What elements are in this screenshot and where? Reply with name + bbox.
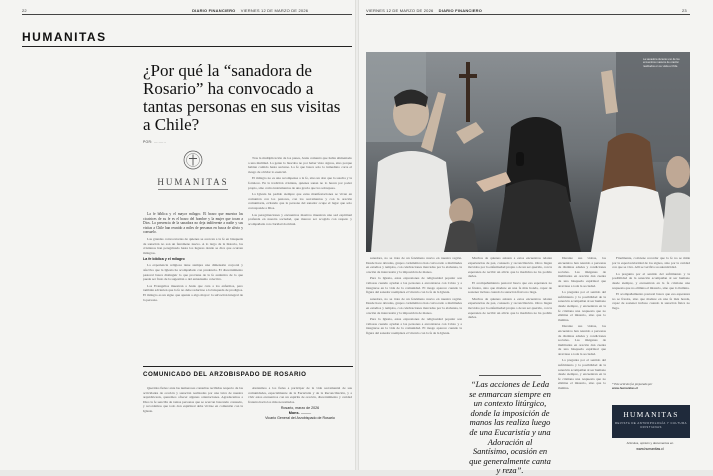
top-rule-right xyxy=(366,14,690,15)
top-rule-left xyxy=(22,14,352,15)
article-paragraph: El milagro no es una recompensa a la fe, sino un don que la suscita y la fortalece. En la tradición cristiana, quienes sanan no lo hacen por poder propio, sino como instrumentos de una gracia que los sobrepasa. xyxy=(248,176,352,190)
article-column-6 xyxy=(612,256,690,378)
page-gutter xyxy=(355,0,359,470)
article-paragraph: Muchos de quienes asisten a estos encuentros relatan experiencias de paz, consuelo y reconciliación. Otros llegan movidos por la enfermedad propia o de un ser querido, con la esperanza de recibir un alivio que la medicina no ha podido darles. xyxy=(468,296,552,320)
article-column-4 xyxy=(468,256,552,372)
logo-wordmark: HUMANITAS xyxy=(157,177,229,187)
folio-right xyxy=(366,8,482,13)
article-paragraph: Durante sus visitas, los encuentros han reunido a personas de distintas edades y condiciones sociales. Las imágenes de multitudes en oración dan cuenta de una búsqueda espiritual que atraviesa a toda la sociedad. xyxy=(558,324,606,356)
article-paragraph: Tras la multiplicación de los panes, Jesús comentó que había alimentado a una multitud. La gente lo buscaba no por haber visto signos, sino porque habían comido hasta saciarse. La fe que busca solo lo inmediato corre el riesgo de olvidar lo esencial. xyxy=(248,156,352,174)
folio-date-right: VIERNES 12 DE MARZO DE 2026 xyxy=(366,8,434,13)
communique-title: COMUNICADO DEL ARZOBISPADO DE ROSARIO xyxy=(143,371,307,378)
folio-left xyxy=(22,8,308,13)
article-paragraph: Las peregrinaciones y encuentros masivos muestran una sed espiritual profunda en nuestra sociedad, que merece ser acogida con respeto y acompañada con claridad doctrinal. xyxy=(248,212,352,226)
article-paragraph: La pregunta por el sentido del sufrimiento y la posibilidad de la sanación acompañan al ser humano desde siempre, y encuentran en la fe cristiana una respuesta que no elimina el misterio, sino que lo ilumina. xyxy=(558,290,606,322)
article-lead: La fe bíblica y el mayor milagro. El brazo que muestra las cicatrices de su fe es el brazo del hombre y la mujer que tocan a Dios. La presencia de la sanadora no deja indiferente a nadie y sus visitas a Chile han reunido a miles de personas en busca de alivio y consuelo. xyxy=(143,212,243,235)
communique-place-date: Rosario, marzo de 2026 xyxy=(280,406,320,411)
headline: ¿Por qué la “sanadora de Rosario” ha convocado a tantas personas en sus visitas a Chile? xyxy=(143,61,341,134)
article-paragraph: sanadora, no se trata de un fenómeno nuevo en nuestra región. Desde hace décadas, grupos carismáticos han convocado a multitudes en estadios y templos, con celebraciones marcadas por la alabanza, la oración de intercesión y la imposición de manos. xyxy=(366,296,462,315)
article-paragraph: El acompañamiento pastoral busca que esa esperanza no se frustre, sino que madure en una fe más honda, capaz de sostener incluso cuando la sanación física no llega. xyxy=(468,280,552,295)
humanitas-seal-icon xyxy=(183,150,203,170)
communique-signature xyxy=(248,406,352,421)
article-paragraph: Las grandes convocatorias de quienes se acercan a la fe en búsqueda de sanación no son un fenómeno nuevo. A lo largo de la historia, los cristianos han peregrinado hasta los lugares donde se dice que ocurren milagros. xyxy=(143,236,243,255)
article-footnote xyxy=(612,382,690,390)
article-paragraph: sanadora, no se trata de un fenómeno nuevo en nuestra región. Desde hace décadas, grupos carismáticos han convocado a multitudes en estadios y templos, con celebraciones marcadas por la alabanza, la oración de intercesión y la imposición de manos. xyxy=(366,256,462,274)
humanitas-ad[interactable] xyxy=(612,405,690,438)
communique-role: Vicario General del Arzobispado de Rosario xyxy=(265,416,335,421)
section-title: HUMANITAS xyxy=(22,30,107,44)
event-photo xyxy=(366,52,690,252)
article-paragraph: Para la Iglesia, estas expresiones de religiosidad popular son valiosas cuando ayudan a las personas a encontrarse con Cristo y a integrarse en la vida de la comunidad. El riesgo aparece cuando la figura del sanador reemplaza el vínculo con la fe de la Iglesia. xyxy=(366,276,462,295)
ad-logo: HUMANITAS xyxy=(623,410,679,419)
article-paragraph: La pregunta por el sentido del sufrimiento y la posibilidad de la sanación acompañan al ser humano desde siempre, y encuentran en la fe cristiana una respuesta que no elimina el misterio, sino que lo ilumina. xyxy=(612,271,690,290)
logo-rule xyxy=(158,189,228,190)
folio-paper-left: DIARIO FINANCIERO xyxy=(192,8,236,13)
byline: POR: .......... xyxy=(143,140,167,144)
article-paragraph: El acompañamiento pastoral busca que esa esperanza no se frustre, sino que madure en una fe más honda, capaz de sostener incluso cuando la sanación física no llega. xyxy=(612,292,690,310)
article-column-1 xyxy=(143,212,243,362)
folio-paper-right: DIARIO FINANCIERO xyxy=(438,8,483,13)
article-column-2 xyxy=(248,156,352,362)
article-paragraph: Muchos de quienes asisten a estos encuentros relatan experiencias de paz, consuelo y reconciliación. Otros llegan movidos por la enfermedad propia o de un ser querido, con la esperanza de recibir un alivio que la medicina no ha podido darles. xyxy=(468,256,552,279)
communique-paragraph: Queridos fieles: ante las numerosas consultas recibidas respecto de las actividades de oración y sanación realizadas por una laica de nuestra arquidiócesis, queremos ofrecer algunas orientaciones. Agradecemos a Dios la fe sencilla de tantas personas que se acercan buscando consuelo, y recordamos que todo don espiritual debe vivirse en comunión con la Iglesia. xyxy=(143,386,243,413)
article-paragraph: Durante sus visitas, los encuentros han reunido a personas de distintas edades y condiciones sociales. Las imágenes de multitudes en oración dan cuenta de una búsqueda espiritual que atraviesa a toda la sociedad. xyxy=(558,256,606,288)
pullquote-rule-top xyxy=(479,375,541,376)
article-paragraph: Para la Iglesia, estas expresiones de religiosidad popular son valiosas cuando ayudan a las personas a encontrarse con Cristo y a integrarse en la vida de la comunidad. El riesgo aparece cuando la figura del sanador reemplaza el vínculo con la fe de la Iglesia. xyxy=(366,317,462,335)
folio-page-left: 22 xyxy=(22,8,27,13)
ad-subtitle: REVISTA DE ANTROPOLOGÍA Y CULTURA CRISTIANAS xyxy=(615,421,687,429)
article-column-3 xyxy=(366,256,462,462)
article-paragraph: La Iglesia ha pedido siempre que estas manifestaciones se vivan en comunión con los pastores, con los sacramentos y con la oración comunitaria, evitando que la persona del sanador ocupe el lugar que solo corresponde a Dios. xyxy=(248,192,352,210)
communique-column-1 xyxy=(143,386,243,462)
footnote-text: * Este artículo fue preparado por xyxy=(612,382,653,386)
communique-paragraph: Alentamos a los fieles a participar de la vida sacramental de sus comunidades, especialmente de la Eucaristía y de la Reconciliación, y a vivir estos encuentros con un espíritu de oración, discernimiento y caridad fraterna hacia los más necesitados. xyxy=(248,386,352,404)
article-paragraph: Finalmente, conviene recordar que la fe no se mide por la espectacularidad de los signos, sino por la caridad con que se vive. Allí se verifica su autenticidad. xyxy=(612,256,690,270)
footnote-url: www.humanitas.cl xyxy=(612,386,639,390)
event-photo-illustration xyxy=(366,52,690,252)
communique-header xyxy=(143,371,353,383)
article-paragraph: La experiencia religiosa tiene siempre una dimensión corporal y afectiva que la Iglesia ha acompañado con prudencia. El discernimiento pastoral busca distinguir lo que proviene de la fe auténtica de lo que puede ser fruto de la sugestión o del entusiasmo colectivo. xyxy=(143,263,243,282)
ad-url-link[interactable]: www.humanitas.cl xyxy=(636,447,664,451)
pullquote: “Las acciones de Leda se enmarcan siempre en un contexto litúrgico, donde la imposición de manos las realiza luego de una Eucaristía y una Adoración al Santísimo, ocasión en que generalmente canta y reza”. xyxy=(469,379,551,476)
communique-signer: Mons. .......... xyxy=(288,411,312,416)
humanitas-logo xyxy=(145,150,241,206)
folio-page-right: 23 xyxy=(682,8,687,13)
article-paragraph: La pregunta por el sentido del sufrimiento y la posibilidad de la sanación acompañan al ser humano desde siempre, y encuentran en la fe cristiana una respuesta que no elimina el misterio, sino que lo ilumina. xyxy=(558,358,606,391)
section-rule xyxy=(22,46,352,47)
article-column-5 xyxy=(558,256,606,462)
article-paragraph: Los Evangelios muestran a Jesús que cura a los enfermos, pero también advierten que la fe no debe reducirse a la búsqueda de prodigios. El milagro es un signo que apunta a algo mayor: la salvación integral de la persona. xyxy=(143,283,243,302)
communique-column-2 xyxy=(248,386,352,462)
ad-tagline: Artículos, opinión y documentos en xyxy=(626,441,674,445)
article-subhead: La fe bíblica y el milagro xyxy=(143,257,185,262)
communique-rule xyxy=(143,366,353,367)
folio-date-left: VIERNES 12 DE MARZO DE 2026 xyxy=(240,8,309,13)
photo-caption: La sanadora durante uno de los encuentros masivos de oración realizados en su visita a Chile. xyxy=(643,58,680,68)
